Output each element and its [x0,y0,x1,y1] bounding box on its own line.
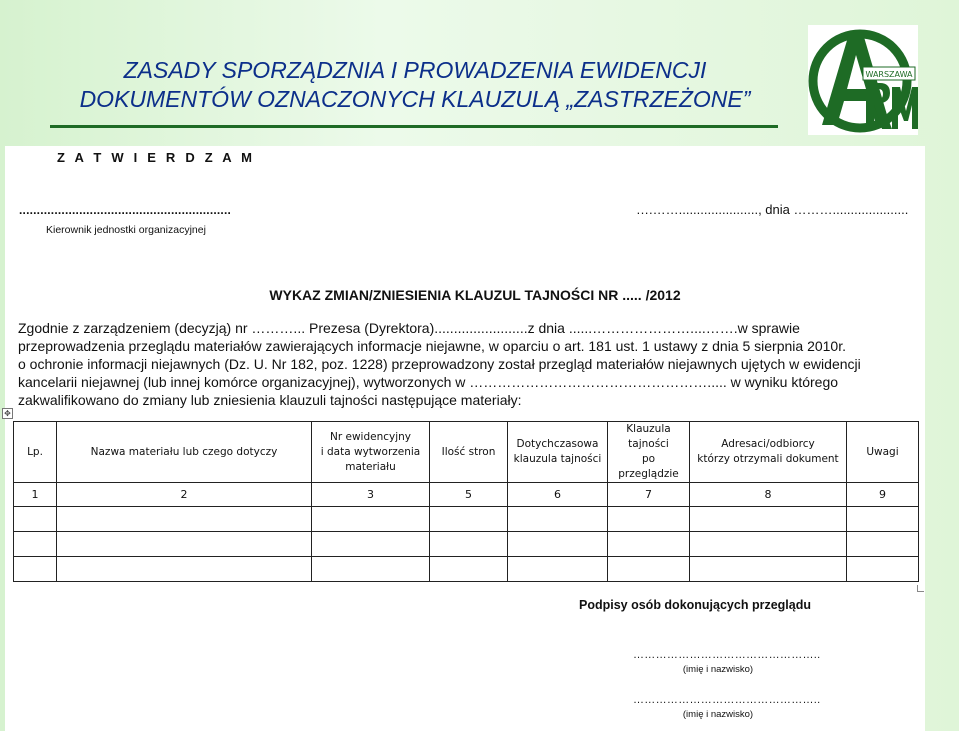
table-cell[interactable] [312,507,430,532]
table-corner-mark [917,585,924,592]
slide-title [50,56,780,114]
table-row [14,557,919,582]
column-header-previous-clause: Dotychczasowa klauzula tajności [508,422,608,483]
table-cell[interactable] [690,507,847,532]
column-header-name: Nazwa materiału lub czego dotyczy [57,422,312,483]
table-cell[interactable] [847,557,919,582]
table-cell[interactable] [608,532,690,557]
table-cell[interactable] [57,557,312,582]
column-header-pages: Ilość stron [430,422,508,483]
table-cell[interactable] [14,507,57,532]
column-header-recipients: Adresaci/odbiorcy którzy otrzymali dokument [690,422,847,483]
signature-caption-1: (imię i nazwisko) [682,664,754,675]
table-cell[interactable] [690,532,847,557]
table-cell[interactable] [14,532,57,557]
signatures-title: Podpisy osób dokonujących przeglądu [579,598,811,612]
table-cell[interactable] [430,507,508,532]
column-header-record-number: Nr ewidencyjny i data wytworzenia materiału [312,422,430,483]
table-cell[interactable] [430,557,508,582]
table-header-row [14,422,919,483]
table-cell[interactable] [508,532,608,557]
table-cell[interactable] [608,557,690,582]
table-cell[interactable] [847,532,919,557]
table-cell[interactable] [608,507,690,532]
table-cell[interactable] [312,557,430,582]
title-underline [50,125,778,128]
arm-logo [808,25,918,135]
column-number: 5 [430,483,508,507]
table-cell[interactable] [508,507,608,532]
body-line: o ochronie informacji niejawnych (Dz. U. Nr 182, poz. 1228) przeprowadzony został przegląd materiałów niejawnych ujętych w ewidencji [18,356,861,372]
document-body [18,319,923,409]
body-line: kancelarii niejawnej (lub innej komórce organizacyjnej), wytworzonych w ……………………………………………..... w wyniku którego [18,374,839,390]
column-number: 3 [312,483,430,507]
slide-title-line-1: ZASADY SPORZĄDZNIA I PROWADZENIA EWIDENCJI [123,57,707,83]
logo-text: WARSZAWA [865,70,913,79]
table-cell[interactable] [847,507,919,532]
materials-table [13,421,919,582]
approve-heading: Z A T W I E R D Z A M [57,150,256,165]
table-row [14,507,919,532]
signature-line-2: ………………………………………….. [633,694,821,706]
column-number: 7 [608,483,690,507]
table-cell[interactable] [57,507,312,532]
table-cell[interactable] [57,532,312,557]
head-signature-label: Kierownik jednostki organizacyjnej [46,224,206,236]
table-move-handle-icon[interactable]: ✥ [2,408,13,419]
column-header-new-clause: Klauzula tajności po przeglądzie [608,422,690,483]
column-number-row [14,483,919,507]
document-page [5,146,925,731]
place-date-line: ….……......................, dnia ………..................... [636,202,909,217]
signature-caption-2: (imię i nazwisko) [682,709,754,720]
table-cell[interactable] [14,557,57,582]
column-header-lp: Lp. [14,422,57,483]
table-cell[interactable] [690,557,847,582]
column-header-notes: Uwagi [847,422,919,483]
signature-line-1: ………………………………………….. [633,649,821,661]
column-number: 6 [508,483,608,507]
body-line: przeprowadzenia przeglądu materiałów zawierających informacje niejawne, w oparciu o art. 181 ust. 1 ustawy z dnia 5 sierpnia 2010r. [18,338,846,354]
body-line: zakwalifikowano do zmiany lub zniesienia klauzuli tajności następujące materiały: [18,392,522,408]
column-number: 9 [847,483,919,507]
slide-title-line-2: DOKUMENTÓW OZNACZONYCH KLAUZULĄ „ZASTRZEŻONE” [79,86,751,112]
column-number: 1 [14,483,57,507]
head-signature-line: ............................................................ [19,203,232,217]
column-number: 8 [690,483,847,507]
table-row [14,532,919,557]
body-line: Zgodnie z zarządzeniem (decyzją) nr ………... Prezesa (Dyrektora)........................z dnia ......…………………....…….w sprawie [18,320,800,336]
table-cell[interactable] [508,557,608,582]
table-cell[interactable] [312,532,430,557]
column-number: 2 [57,483,312,507]
table-cell[interactable] [430,532,508,557]
document-title: WYKAZ ZMIAN/ZNIESIENIA KLAUZUL TAJNOŚCI NR ..... /2012 [269,287,681,303]
